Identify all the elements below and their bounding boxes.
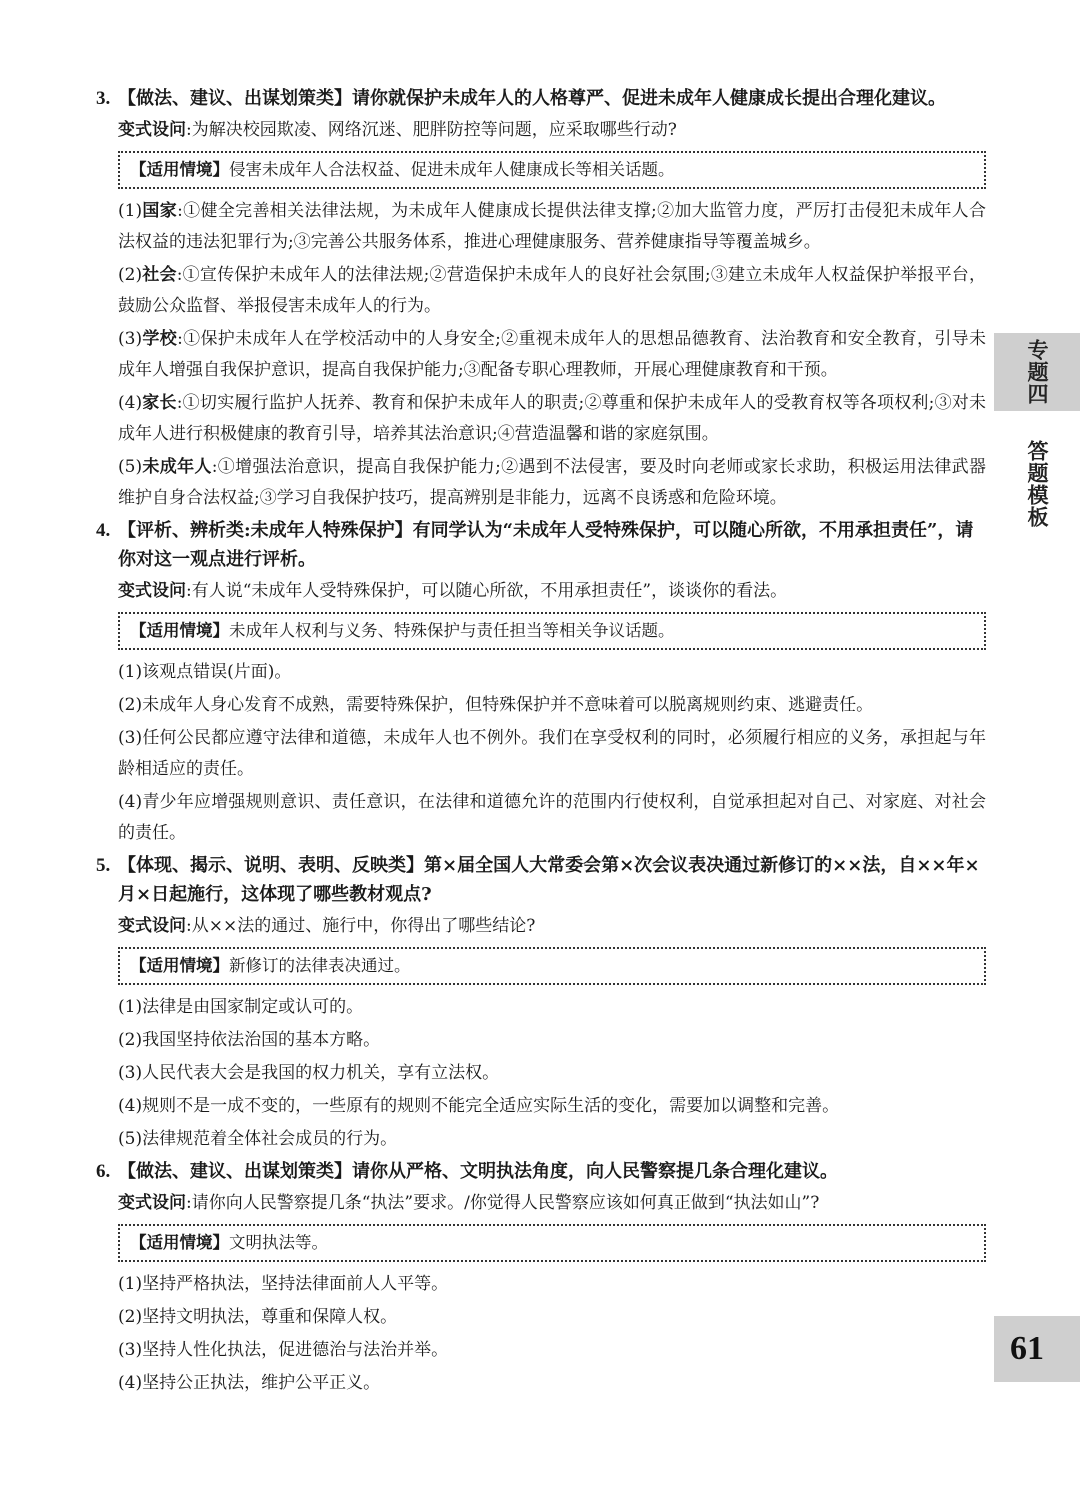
answer-text: 法律是由国家制定或认可的。 — [142, 997, 364, 1017]
topic-tab — [994, 333, 1080, 411]
answer-item — [96, 1025, 986, 1056]
answer-item — [96, 260, 986, 322]
question-block — [96, 84, 986, 514]
section-label-wrap — [994, 440, 1080, 528]
variant-text: :有人说“未成年人受特殊保护，可以随心所欲，不用承担责任”，谈谈你的看法。 — [186, 581, 788, 601]
question-number: 5. — [96, 855, 111, 876]
answer-item — [96, 1091, 986, 1122]
answer-list — [96, 657, 986, 849]
answer-prefix: (5) — [118, 457, 143, 477]
topic-tab-label: 专题四 — [1025, 339, 1049, 405]
answer-prefix: (4) — [118, 1373, 143, 1393]
variant-label: 变式设问 — [118, 120, 186, 140]
variant-label: 变式设问 — [118, 1193, 186, 1213]
answer-prefix: (5) — [118, 1129, 143, 1149]
variant-question — [96, 115, 986, 145]
answer-prefix: (4) — [118, 1096, 143, 1116]
answer-prefix: (2) — [118, 1030, 143, 1050]
answer-item — [96, 1368, 986, 1399]
situation-label: 【适用情境】 — [130, 956, 229, 975]
answer-prefix: (2) — [118, 695, 143, 715]
answer-prefix: (2) — [118, 265, 143, 285]
answer-prefix: (1) — [118, 662, 143, 682]
answer-text: 青少年应增强规则意识、责任意识，在法律和道德允许的范围内行使权利，自觉承担起对自己、对家庭、对社会的责任。 — [118, 792, 986, 843]
answer-text: 我国坚持依法治国的基本方略。 — [142, 1030, 381, 1050]
answer-item — [96, 657, 986, 688]
situation-label: 【适用情境】 — [130, 1233, 229, 1252]
answer-prefix: (3) — [118, 1340, 143, 1360]
answer-prefix: (1) — [118, 997, 143, 1017]
answer-prefix: (3) — [118, 329, 143, 349]
question-text: 【做法、建议、出谋划策类】请你就保护未成年人的人格尊严、促进未成年人健康成长提出合理化建议。 — [118, 88, 946, 109]
question-block — [96, 1157, 986, 1399]
answer-item — [96, 1058, 986, 1089]
answer-prefix: (2) — [118, 1307, 143, 1327]
answer-text: :①宣传保护未成年人的法律法规;②营造保护未成年人的良好社会氛围;③建立未成年人权益保护举报平台，鼓励公众监督、举报侵害未成年人的行为。 — [118, 265, 987, 316]
situation-text: 文明执法等。 — [229, 1233, 328, 1252]
question-text: 【体现、揭示、说明、表明、反映类】第×届全国人大常委会第×次会议表决通过新修订的××法，自××年×月×日起施行，这体现了哪些教材观点? — [118, 855, 980, 905]
answer-prefix: (4) — [118, 792, 143, 812]
question-block — [96, 516, 986, 849]
answer-prefix: (1) — [118, 201, 143, 221]
answer-text: 法律规范着全体社会成员的行为。 — [142, 1129, 398, 1149]
variant-label: 变式设问 — [118, 916, 186, 936]
answer-text: 坚持严格执法，坚持法律面前人人平等。 — [142, 1274, 449, 1294]
answer-item — [96, 690, 986, 721]
answer-prefix: (3) — [118, 728, 143, 748]
variant-question — [96, 911, 986, 941]
answer-item — [96, 1302, 986, 1333]
question-number: 4. — [96, 520, 111, 541]
answer-subject: 家长 — [142, 393, 177, 413]
question-number: 3. — [96, 88, 111, 109]
question-number: 6. — [96, 1161, 111, 1182]
answer-text: 坚持公正执法，维护公平正义。 — [142, 1373, 381, 1393]
variant-text: :请你向人民警察提几条“执法”要求。/你觉得人民警察应该如何真正做到“执法如山”? — [186, 1193, 820, 1213]
question-block — [96, 851, 986, 1155]
applicable-situation-box — [118, 947, 986, 985]
page-number: 61 — [1010, 1330, 1044, 1367]
answer-item — [96, 388, 986, 450]
question-title — [96, 1157, 986, 1186]
answer-text: 人民代表大会是我国的权力机关，享有立法权。 — [142, 1063, 500, 1083]
variant-text: :从××法的通过、施行中，你得出了哪些结论? — [186, 916, 536, 936]
question-title — [96, 84, 986, 113]
answer-item — [96, 452, 986, 514]
variant-label: 变式设问 — [118, 581, 186, 601]
question-text: 【评析、辨析类:未成年人特殊保护】有同学认为“未成年人受特殊保护，可以随心所欲，不用承担责任”，请你对这一观点进行评析。 — [118, 520, 974, 570]
answer-item — [96, 992, 986, 1023]
answer-subject: 国家 — [142, 201, 178, 221]
page-number-tab — [994, 1316, 1080, 1382]
answer-item — [96, 1335, 986, 1366]
answer-text: 坚持文明执法，尊重和保障人权。 — [142, 1307, 398, 1327]
answer-prefix: (1) — [118, 1274, 143, 1294]
answer-text: 规则不是一成不变的，一些原有的规则不能完全适应实际生活的变化，需要加以调整和完善。 — [142, 1096, 840, 1116]
answer-item — [96, 1269, 986, 1300]
answer-item — [96, 1124, 986, 1155]
question-title — [96, 516, 986, 574]
answer-text: :①健全完善相关法律法规，为未成年人健康成长提供法律支撑;②加大监管力度，严厉打击侵犯未成年人合法权益的违法犯罪行为;③完善公共服务体系，推进心理健康服务、营养健康指导等覆盖城乡。 — [118, 201, 987, 252]
applicable-situation-box — [118, 612, 986, 650]
answer-item — [96, 196, 986, 258]
applicable-situation-box — [118, 1224, 986, 1262]
answer-text: 坚持人性化执法，促进德治与法治并举。 — [142, 1340, 449, 1360]
answer-text: 未成年人身心发育不成熟，需要特殊保护，但特殊保护并不意味着可以脱离规则约束、逃避责任。 — [142, 695, 874, 715]
answer-item — [96, 723, 986, 785]
situation-label: 【适用情境】 — [130, 621, 229, 640]
applicable-situation-box — [118, 151, 986, 189]
section-label: 答题模板 — [1025, 440, 1049, 528]
answer-subject: 学校 — [142, 329, 178, 349]
page-content — [96, 84, 986, 1401]
question-title — [96, 851, 986, 909]
answer-subject: 社会 — [142, 265, 177, 285]
answer-text: :①增强法治意识，提高自我保护能力;②遇到不法侵害，要及时向老师或家长求助，积极运用法律武器维护自身合法权益;③学习自我保护技巧，提高辨别是非能力，远离不良诱惑和危险环境。 — [118, 457, 987, 508]
situation-label: 【适用情境】 — [130, 160, 229, 179]
answer-text: :①切实履行监护人抚养、教育和保护未成年人的职责;②尊重和保护未成年人的受教育权等各项权利;③对未成年人进行积极健康的教育引导，培养其法治意识;④营造温馨和谐的家庭氛围。 — [118, 393, 987, 444]
answer-list — [96, 1269, 986, 1399]
variant-question — [96, 576, 986, 606]
answer-prefix: (4) — [118, 393, 143, 413]
answer-item — [96, 787, 986, 849]
answer-list — [96, 992, 986, 1155]
variant-question — [96, 1188, 986, 1218]
variant-text: :为解决校园欺凌、网络沉迷、肥胖防控等问题，应采取哪些行动? — [186, 120, 677, 140]
answer-text: :①保护未成年人在学校活动中的人身安全;②重视未成年人的思想品德教育、法治教育和安全教育，引导未成年人增强自我保护意识，提高自我保护能力;③配备专职心理教师，开展心理健康教育和干预。 — [118, 329, 987, 380]
answer-list — [96, 196, 986, 514]
situation-text: 未成年人权利与义务、特殊保护与责任担当等相关争议话题。 — [229, 621, 675, 640]
answer-text: 任何公民都应遵守法律和道德，未成年人也不例外。我们在享受权利的同时，必须履行相应的义务，承担起与年龄相适应的责任。 — [118, 728, 986, 779]
answer-item — [96, 324, 986, 386]
question-text: 【做法、建议、出谋划策类】请你从严格、文明执法角度，向人民警察提几条合理化建议。 — [118, 1161, 838, 1182]
situation-text: 新修订的法律表决通过。 — [229, 956, 411, 975]
answer-text: 该观点错误(片面)。 — [142, 662, 292, 682]
answer-subject: 未成年人 — [142, 457, 212, 477]
answer-prefix: (3) — [118, 1063, 143, 1083]
situation-text: 侵害未成年人合法权益、促进未成年人健康成长等相关话题。 — [229, 160, 675, 179]
